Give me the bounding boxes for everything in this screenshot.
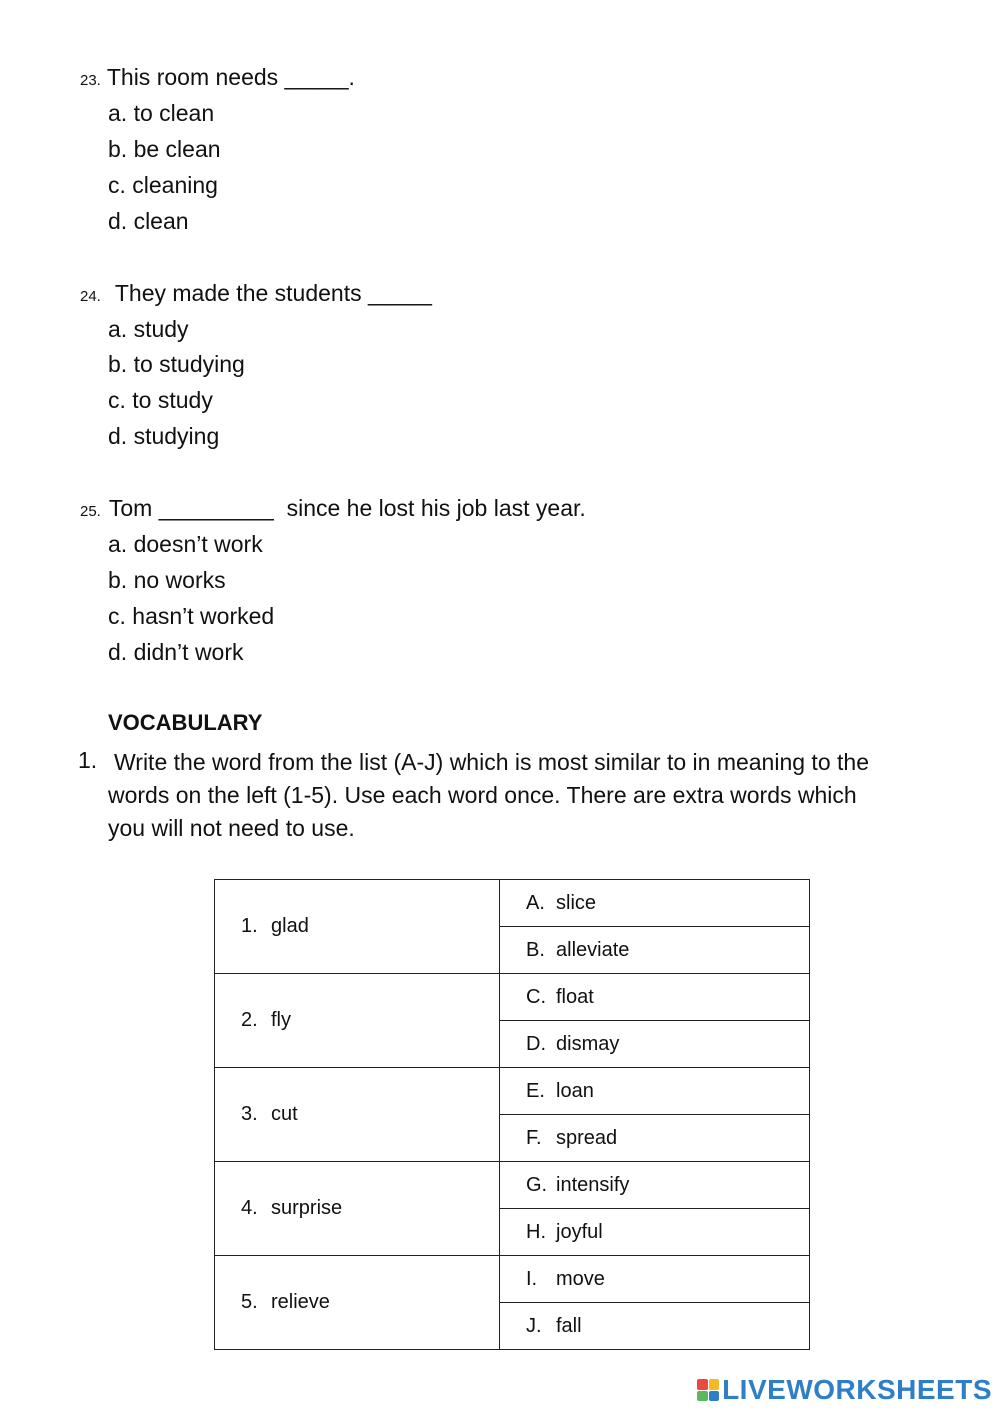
question-stem: [80, 494, 586, 526]
right-word-letter: J.: [526, 1314, 542, 1337]
liveworksheets-logo-icon: [697, 1379, 719, 1401]
option-a[interactable]: a. to clean: [108, 100, 215, 126]
logo-square: [709, 1391, 720, 1402]
option-b[interactable]: b. no works: [108, 567, 226, 593]
left-word-cell[interactable]: [215, 880, 500, 974]
right-word-letter: H.: [526, 1220, 546, 1243]
brand-text: LIVEWORKSHEETS: [722, 1374, 992, 1405]
table-row: [215, 974, 810, 1021]
left-word-number: 2.: [241, 1009, 258, 1031]
right-word-letter: E.: [526, 1079, 545, 1102]
right-word: dismay: [556, 1032, 620, 1055]
left-word: fly: [271, 1009, 291, 1031]
right-word-cell[interactable]: [500, 880, 810, 927]
right-word-letter: F.: [526, 1126, 542, 1149]
table-row: [215, 1068, 810, 1115]
right-word: spread: [556, 1126, 618, 1149]
left-word-cell[interactable]: [215, 1068, 500, 1162]
right-word: joyful: [556, 1220, 603, 1243]
left-word: glad: [271, 915, 309, 937]
left-word: relieve: [271, 1291, 330, 1313]
option-c[interactable]: c. to study: [108, 387, 213, 413]
liveworksheets-brand[interactable]: [697, 1375, 992, 1405]
right-word-cell[interactable]: [500, 1115, 810, 1162]
table-row: [215, 1256, 810, 1303]
section-title: VOCABULARY: [108, 710, 263, 735]
left-word-number: 4.: [241, 1197, 258, 1219]
right-word-letter: I.: [526, 1267, 538, 1290]
left-word-cell[interactable]: [215, 974, 500, 1068]
option-c[interactable]: c. cleaning: [108, 172, 218, 198]
right-word-letter: B.: [526, 938, 545, 961]
option-a[interactable]: a. study: [108, 316, 189, 342]
question-text: This room needs _____.: [106, 64, 355, 90]
question-text: Tom _________ since he lost his job last year.: [108, 495, 586, 521]
option-d[interactable]: d. didn’t work: [108, 639, 244, 665]
right-word: slice: [556, 891, 597, 914]
right-word-cell[interactable]: [500, 1162, 810, 1209]
left-word-cell[interactable]: [215, 1256, 500, 1350]
table-row: [215, 1162, 810, 1209]
matching-table: [214, 879, 810, 1350]
right-word-cell[interactable]: [500, 1209, 810, 1256]
left-word: cut: [271, 1103, 298, 1125]
question-stem: [80, 279, 432, 311]
left-word-number: 5.: [241, 1291, 258, 1313]
question-stem: [80, 63, 355, 95]
right-word-letter: C.: [526, 985, 546, 1008]
instruction-line: words on the left (1-5). Use each word once. There are extra words which: [108, 782, 857, 808]
right-word-letter: G.: [526, 1173, 548, 1196]
option-b[interactable]: b. to studying: [108, 351, 245, 377]
left-word-number: 1.: [241, 915, 258, 937]
option-c[interactable]: c. hasn’t worked: [108, 603, 275, 629]
right-word: float: [556, 985, 594, 1008]
logo-square: [697, 1391, 708, 1402]
logo-square: [709, 1379, 720, 1390]
question-number: 25.: [80, 503, 101, 520]
left-word-number: 3.: [241, 1103, 258, 1125]
instruction-line: Write the word from the list (A-J) which is most similar to in meaning to the: [114, 749, 869, 775]
right-word-cell[interactable]: [500, 927, 810, 974]
right-word: alleviate: [556, 938, 630, 961]
right-word-cell[interactable]: [500, 974, 810, 1021]
option-d[interactable]: d. studying: [108, 423, 220, 449]
right-word-cell[interactable]: [500, 1256, 810, 1303]
left-word: surprise: [271, 1197, 343, 1219]
option-b[interactable]: b. be clean: [108, 136, 221, 162]
option-d[interactable]: d. clean: [108, 208, 189, 234]
question-number: 23.: [80, 72, 101, 89]
instruction-text: [108, 746, 958, 845]
option-a[interactable]: a. doesn’t work: [108, 531, 263, 557]
right-word-letter: A.: [526, 891, 545, 914]
question-text: They made the students _____: [114, 280, 432, 306]
instruction-number: 1.: [78, 747, 98, 773]
instruction-line: you will not need to use.: [108, 815, 355, 841]
logo-square: [697, 1379, 708, 1390]
right-word-letter: D.: [526, 1032, 546, 1055]
right-word: fall: [556, 1314, 582, 1337]
right-word-cell[interactable]: [500, 1068, 810, 1115]
question-number: 24.: [80, 288, 101, 305]
right-word-cell[interactable]: [500, 1303, 810, 1350]
left-word-cell[interactable]: [215, 1162, 500, 1256]
right-word: move: [556, 1267, 605, 1290]
right-word: intensify: [556, 1173, 630, 1196]
right-word: loan: [556, 1079, 594, 1102]
right-word-cell[interactable]: [500, 1021, 810, 1068]
table-row: [215, 880, 810, 927]
